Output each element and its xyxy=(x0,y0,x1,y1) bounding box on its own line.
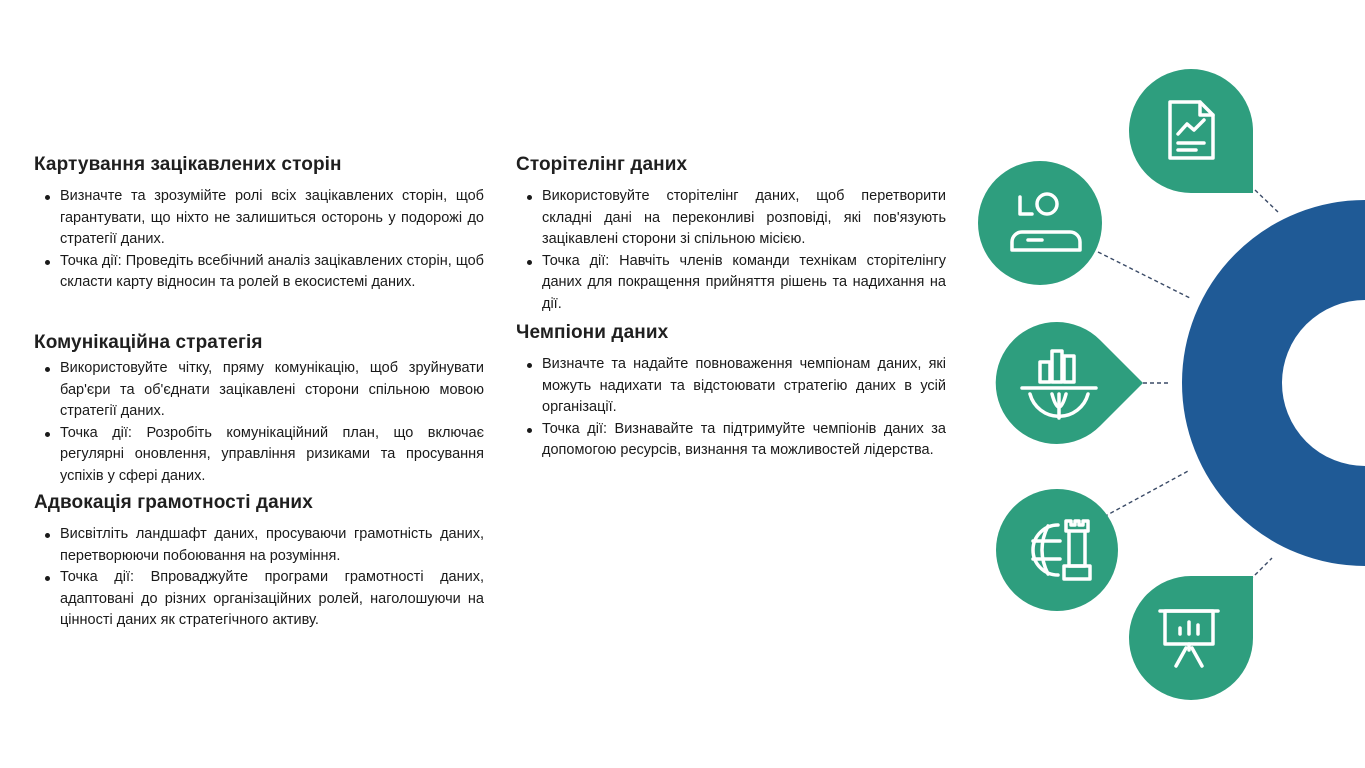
bullet-item: Точка дії: Проведіть всебічний аналіз зацікавлених сторін, щоб скласти карту відносин та ролей в екосистемі даних. xyxy=(60,251,484,294)
section-data-storytelling xyxy=(516,154,946,315)
connector-line xyxy=(1250,558,1272,580)
section-title: Картування зацікавлених сторін xyxy=(34,154,342,175)
section-title: Комунікаційна стратегія xyxy=(34,332,263,353)
bullet-item: Висвітліть ландшафт даних, просуваючи грамотність даних, перетворюючи побоювання на розуміння. xyxy=(60,524,484,567)
section-title: Чемпіони даних xyxy=(516,322,669,343)
bullet-item: Визначте та надайте повноваження чемпіонам даних, які можуть надихати та відстоювати стратегію даних в усій організації. xyxy=(542,354,946,419)
bullet-item: Визначте та зрозумійте ролі всіх зацікавлених сторін, щоб гарантувати, що ніхто не залишиться осторонь у подорожі до стратегії даних. xyxy=(60,186,484,251)
bullet-list xyxy=(516,354,946,462)
section-data-literacy-advocacy xyxy=(34,492,484,632)
node-presenter xyxy=(978,161,1102,285)
bullet-item: Точка дії: Розробіть комунікаційний план, що включає регулярні оновлення, управління ризиками та просування успіхів у сфері даних. xyxy=(60,423,484,488)
hub-diagram xyxy=(960,60,1365,710)
bullet-item: Точка дії: Навчіть членів команди технікам сторітелінгу даних для покращення прийняття рішень та надихання на дії. xyxy=(542,251,946,316)
section-title: Адвокація грамотності даних xyxy=(34,492,313,513)
node-document-chart xyxy=(1129,69,1253,193)
node-bar-chart-globe xyxy=(996,322,1143,444)
section-title: Сторітелінг даних xyxy=(516,154,688,175)
section-stakeholder-mapping xyxy=(34,154,484,294)
bullet-item: Точка дії: Визнавайте та підтримуйте чемпіонів даних за допомогою ресурсів, визнання та можливостей лідерства. xyxy=(542,419,946,462)
connector-line xyxy=(1255,190,1278,212)
bullet-list xyxy=(516,186,946,315)
connector-line xyxy=(1098,252,1190,298)
node-presentation-board xyxy=(1129,576,1253,700)
node-globe-chess-rook xyxy=(996,489,1118,611)
bullet-list xyxy=(34,186,484,294)
section-communication-strategy xyxy=(34,332,484,487)
bullet-item: Точка дії: Впроваджуйте програми грамотності даних, адаптовані до різних організаційних ролей, наголошуючи на цінності даних як стратегічного активу. xyxy=(60,567,484,632)
bullet-list xyxy=(34,524,484,632)
bullet-list xyxy=(34,358,484,487)
hub-ring xyxy=(1232,250,1365,516)
bullet-item: Використовуйте чітку, пряму комунікацію, щоб зруйнувати бар'єри та об'єднати зацікавлені сторони спільною мовою стратегії даних. xyxy=(60,358,484,423)
section-data-champions xyxy=(516,322,946,462)
bullet-item: Використовуйте сторітелінг даних, щоб перетворити складні дані на переконливі розповіді, які пов'язують зацікавлені сторони зі спільною місією. xyxy=(542,186,946,251)
connector-line xyxy=(1098,470,1190,520)
